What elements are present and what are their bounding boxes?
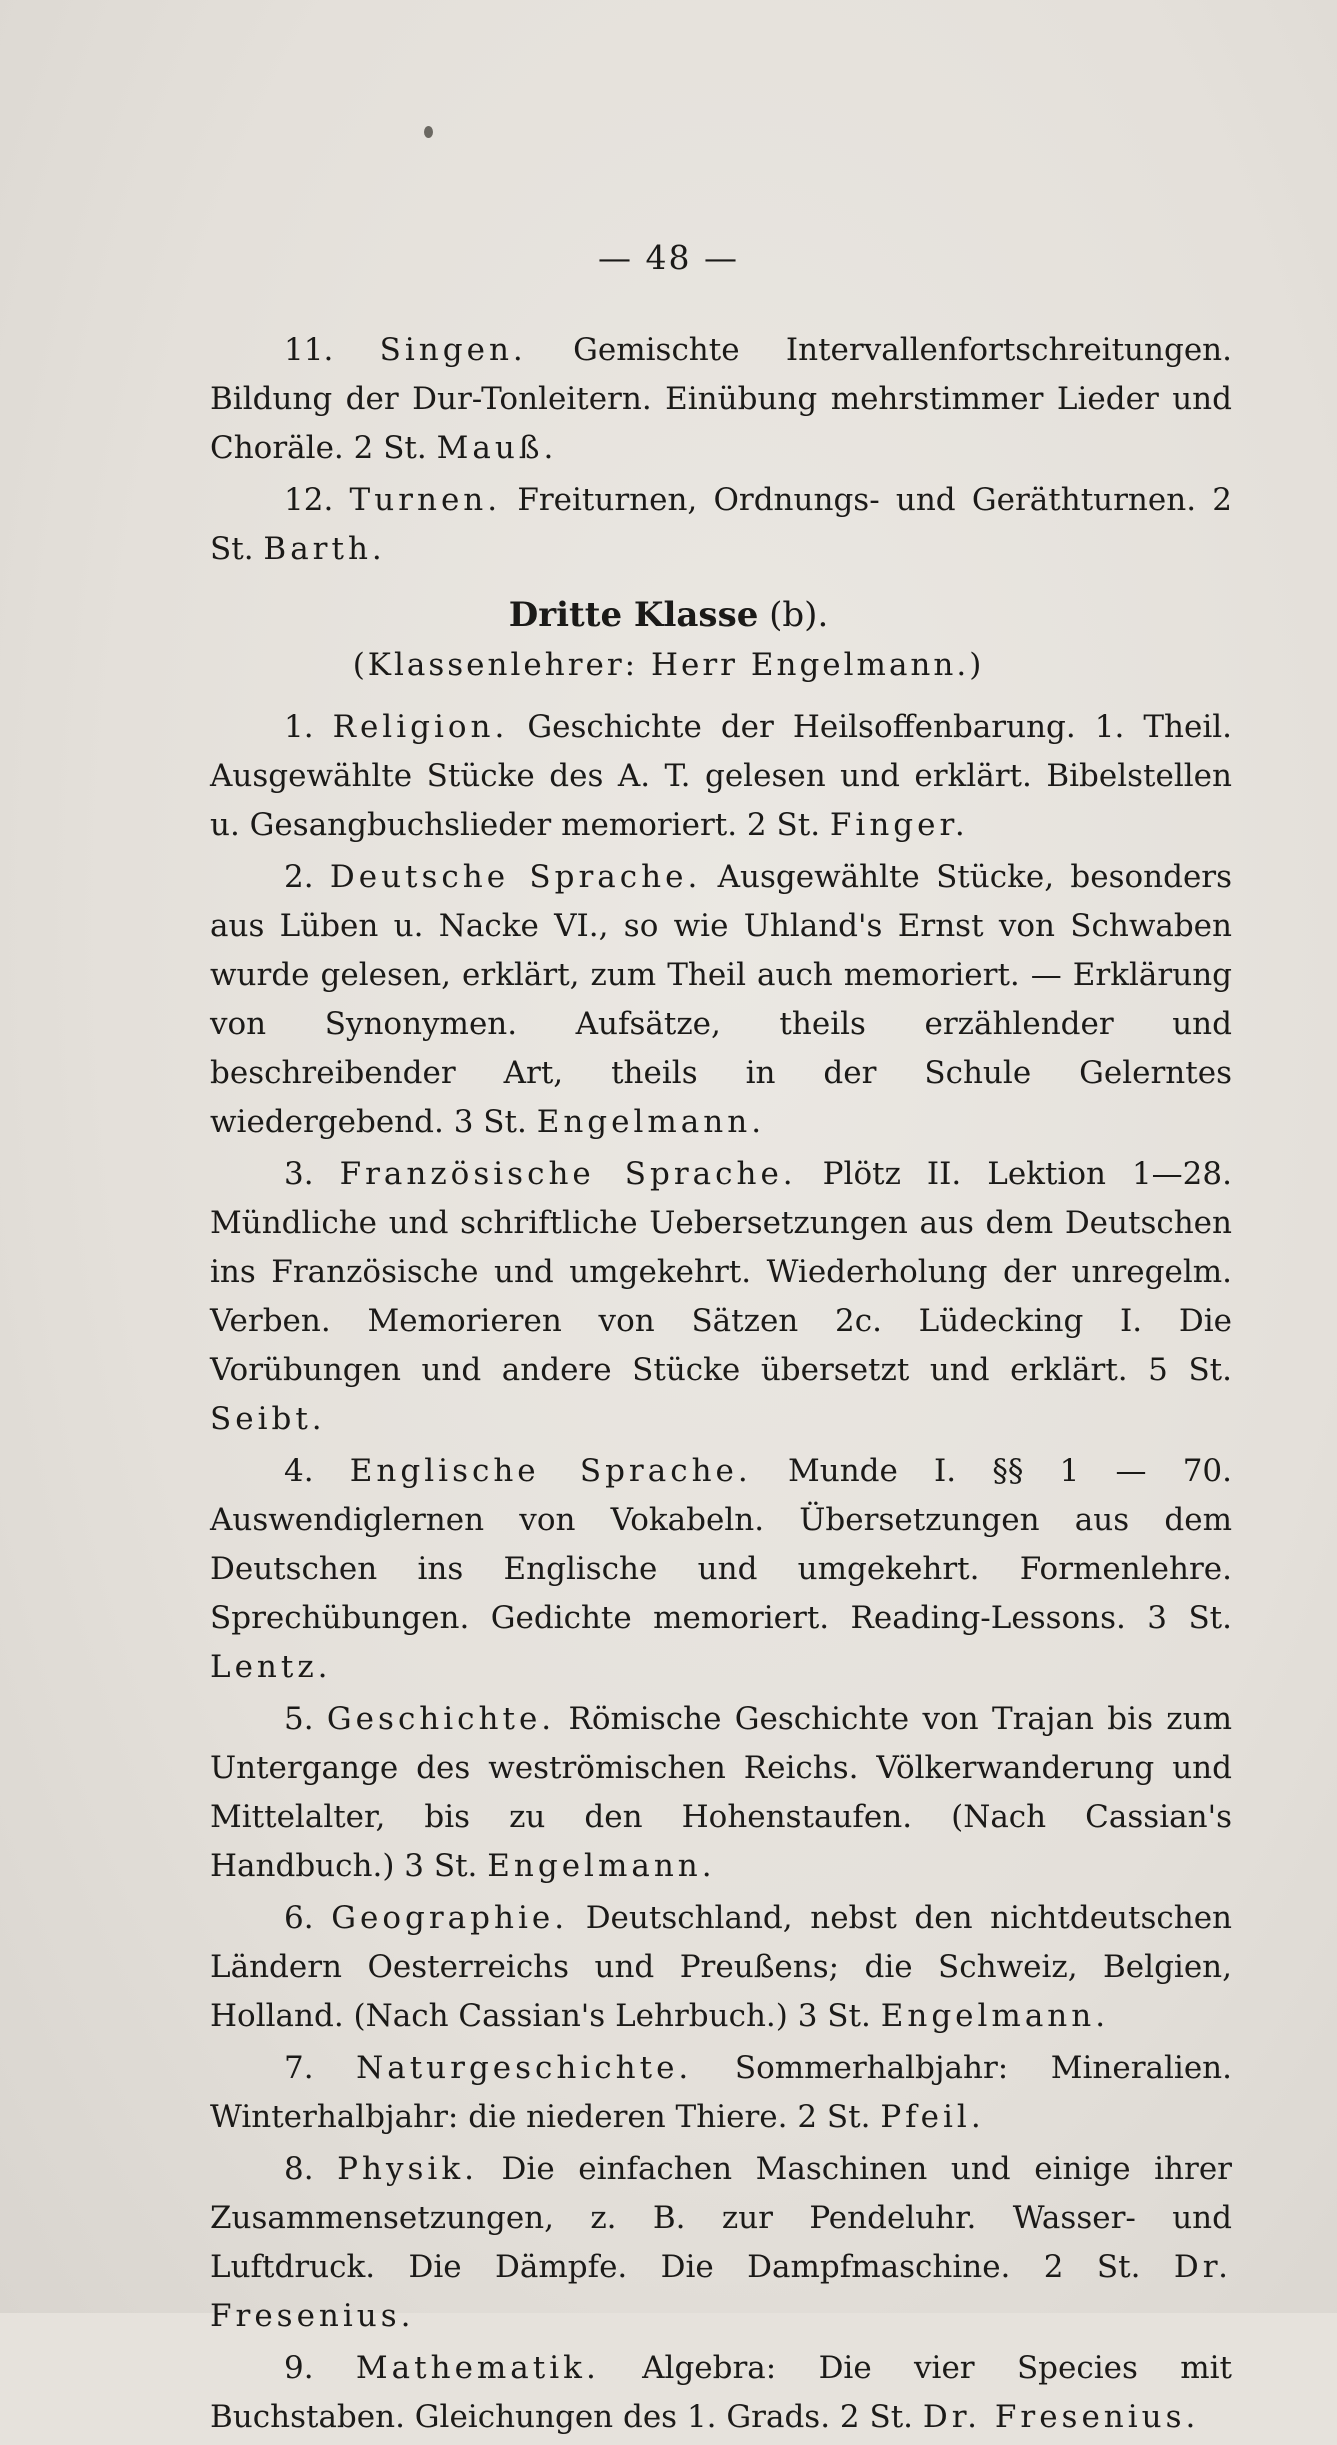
section-subheading: (Klassenlehrer: Herr Engelmann.) <box>352 647 985 683</box>
entry-teacher: Barth. <box>263 531 386 567</box>
entry-text: Geschichte der Heilsoffenbarung. 1. Theil. Ausgewählte Stücke des A. T. gelesen und erklärt. Bibelstellen u. Gesangbuchslieder memoriert. 2 St. <box>210 709 1233 843</box>
entry-number: 9. <box>284 2350 314 2386</box>
entry-teacher: Dr. Fresenius. <box>210 2249 1233 2334</box>
entry-naturgeschichte <box>210 2044 1232 2142</box>
entry-subject: Geographie. <box>331 1900 569 1936</box>
entry-teacher: Finger. <box>829 807 969 843</box>
entry-subject: Englische Sprache. <box>349 1453 752 1489</box>
entry-subject: Naturgeschichte. <box>356 2050 693 2086</box>
ink-speck <box>424 126 433 138</box>
entry-subject: Mathematik. <box>355 2350 600 2386</box>
entry-subject: Singen. <box>379 332 527 368</box>
entry-text: Die einfachen Maschinen und einige ihrer Zusammensetzungen, z. B. zur Pendeluhr. Wasser- und Luftdruck. Die Dämpfe. Die Dampfmaschine. 2 St. <box>210 2151 1232 2285</box>
entry-subject: Geschichte. <box>326 1701 556 1737</box>
entry-deutsche-sprache <box>210 853 1232 1147</box>
preceding-section <box>210 326 1232 577</box>
entry-subject: Französische Sprache. <box>339 1156 797 1192</box>
entry-number: 5. <box>284 1701 314 1737</box>
entry-teacher: Dr. Fresenius. <box>922 2399 1200 2435</box>
entry-number: 12. <box>284 482 334 518</box>
entry-text: Sommerhalbjahr: Mineralien. Winterhalbjahr: die niederen Thiere. 2 St. <box>210 2050 1232 2135</box>
entry-teacher: Seibt. <box>210 1401 326 1437</box>
entry-teacher: Mauß. <box>436 430 558 466</box>
entry-text: Munde I. §§ 1 — 70. Auswendiglernen von Vokabeln. Übersetzungen aus dem Deutschen ins Englische und umgekehrt. Formenlehre. Sprechübungen. Gedichte memoriert. Reading-Lessons. 3 St. <box>210 1453 1232 1636</box>
entry-singen <box>210 326 1232 473</box>
entry-teacher: Engelmann. <box>487 1848 716 1884</box>
curriculum-list <box>210 703 1232 2445</box>
entry-number: 1. <box>284 709 314 745</box>
entry-franzoesische-sprache <box>210 1150 1232 1444</box>
entry-religion <box>210 703 1232 850</box>
entry-text: Römische Geschichte von Trajan bis zum Untergange des weströmischen Reichs. Völkerwanderung und Mittelalter, bis zu den Hohenstaufen. (Nach Cassian's Handbuch.) 3 St. <box>210 1701 1232 1884</box>
entry-text: Algebra: Die vier Species mit Buchstaben. Gleichungen des 1. Grads. 2 St. <box>210 2350 1233 2435</box>
entry-text: Plötz II. Lektion 1—28. Mündliche und schriftliche Uebersetzungen aus dem Deutschen ins Französische und umgekehrt. Wiederholung der unregelm. Verben. Memorieren von Sätzen 2c. Lüdecking I. Die Vorübungen und andere Stücke übersetzt und erklärt. 5 St. <box>210 1156 1232 1388</box>
section-heading <box>0 592 1337 638</box>
entry-mathematik <box>210 2344 1232 2442</box>
entry-teacher: Engelmann. <box>880 1998 1110 2034</box>
entry-number: 4. <box>284 1453 314 1489</box>
entry-teacher: Lentz. <box>210 1649 332 1685</box>
page-number: — 48 — <box>598 238 739 277</box>
entry-number: 11. <box>284 332 334 368</box>
entry-number: 6. <box>284 1900 314 1936</box>
entry-subject: Religion. <box>332 709 509 745</box>
entry-geographie <box>210 1894 1232 2041</box>
entry-text: Gemischte Intervallenfortschreitungen. Bildung der Dur-Tonleitern. Einübung mehrstimmer Lieder und Choräle. 2 St. <box>210 332 1232 466</box>
entry-geschichte <box>210 1695 1232 1891</box>
entry-teacher: Engelmann. <box>536 1104 766 1140</box>
section-title: Dritte Klasse <box>508 595 759 635</box>
entry-turnen <box>210 476 1232 574</box>
entry-number: 3. <box>284 1156 314 1192</box>
entry-number: 8. <box>284 2151 314 2187</box>
entry-text: Ausgewählte Stücke, besonders aus Lüben u. Nacke VI., so wie Uhland's Ernst von Schwaben wurde gelesen, erklärt, zum Theil auch memoriert. — Erklärung von Synonymen. Aufsätze, theils erzählender und beschreibender Art, theils in der Schule Gelerntes wiedergebend. 3 St. <box>210 859 1233 1140</box>
entry-text: Freiturnen, Ordnungs- und Geräthturnen. 2 St. <box>210 482 1232 567</box>
entry-subject: Turnen. <box>349 482 502 518</box>
entry-englische-sprache <box>210 1447 1232 1692</box>
entry-teacher: Pfeil. <box>880 2099 985 2135</box>
entry-number: 2. <box>284 859 314 895</box>
entry-text: Deutschland, nebst den nichtdeutschen Ländern Oesterreichs und Preußens; die Schweiz, Belgien, Holland. (Nach Cassian's Lehrbuch.) 3 St. <box>210 1900 1233 2034</box>
entry-number: 7. <box>284 2050 314 2086</box>
entry-subject: Physik. <box>337 2151 478 2187</box>
entry-physik <box>210 2145 1232 2341</box>
entry-subject: Deutsche Sprache. <box>329 859 702 895</box>
section-suffix: (b). <box>769 595 829 635</box>
